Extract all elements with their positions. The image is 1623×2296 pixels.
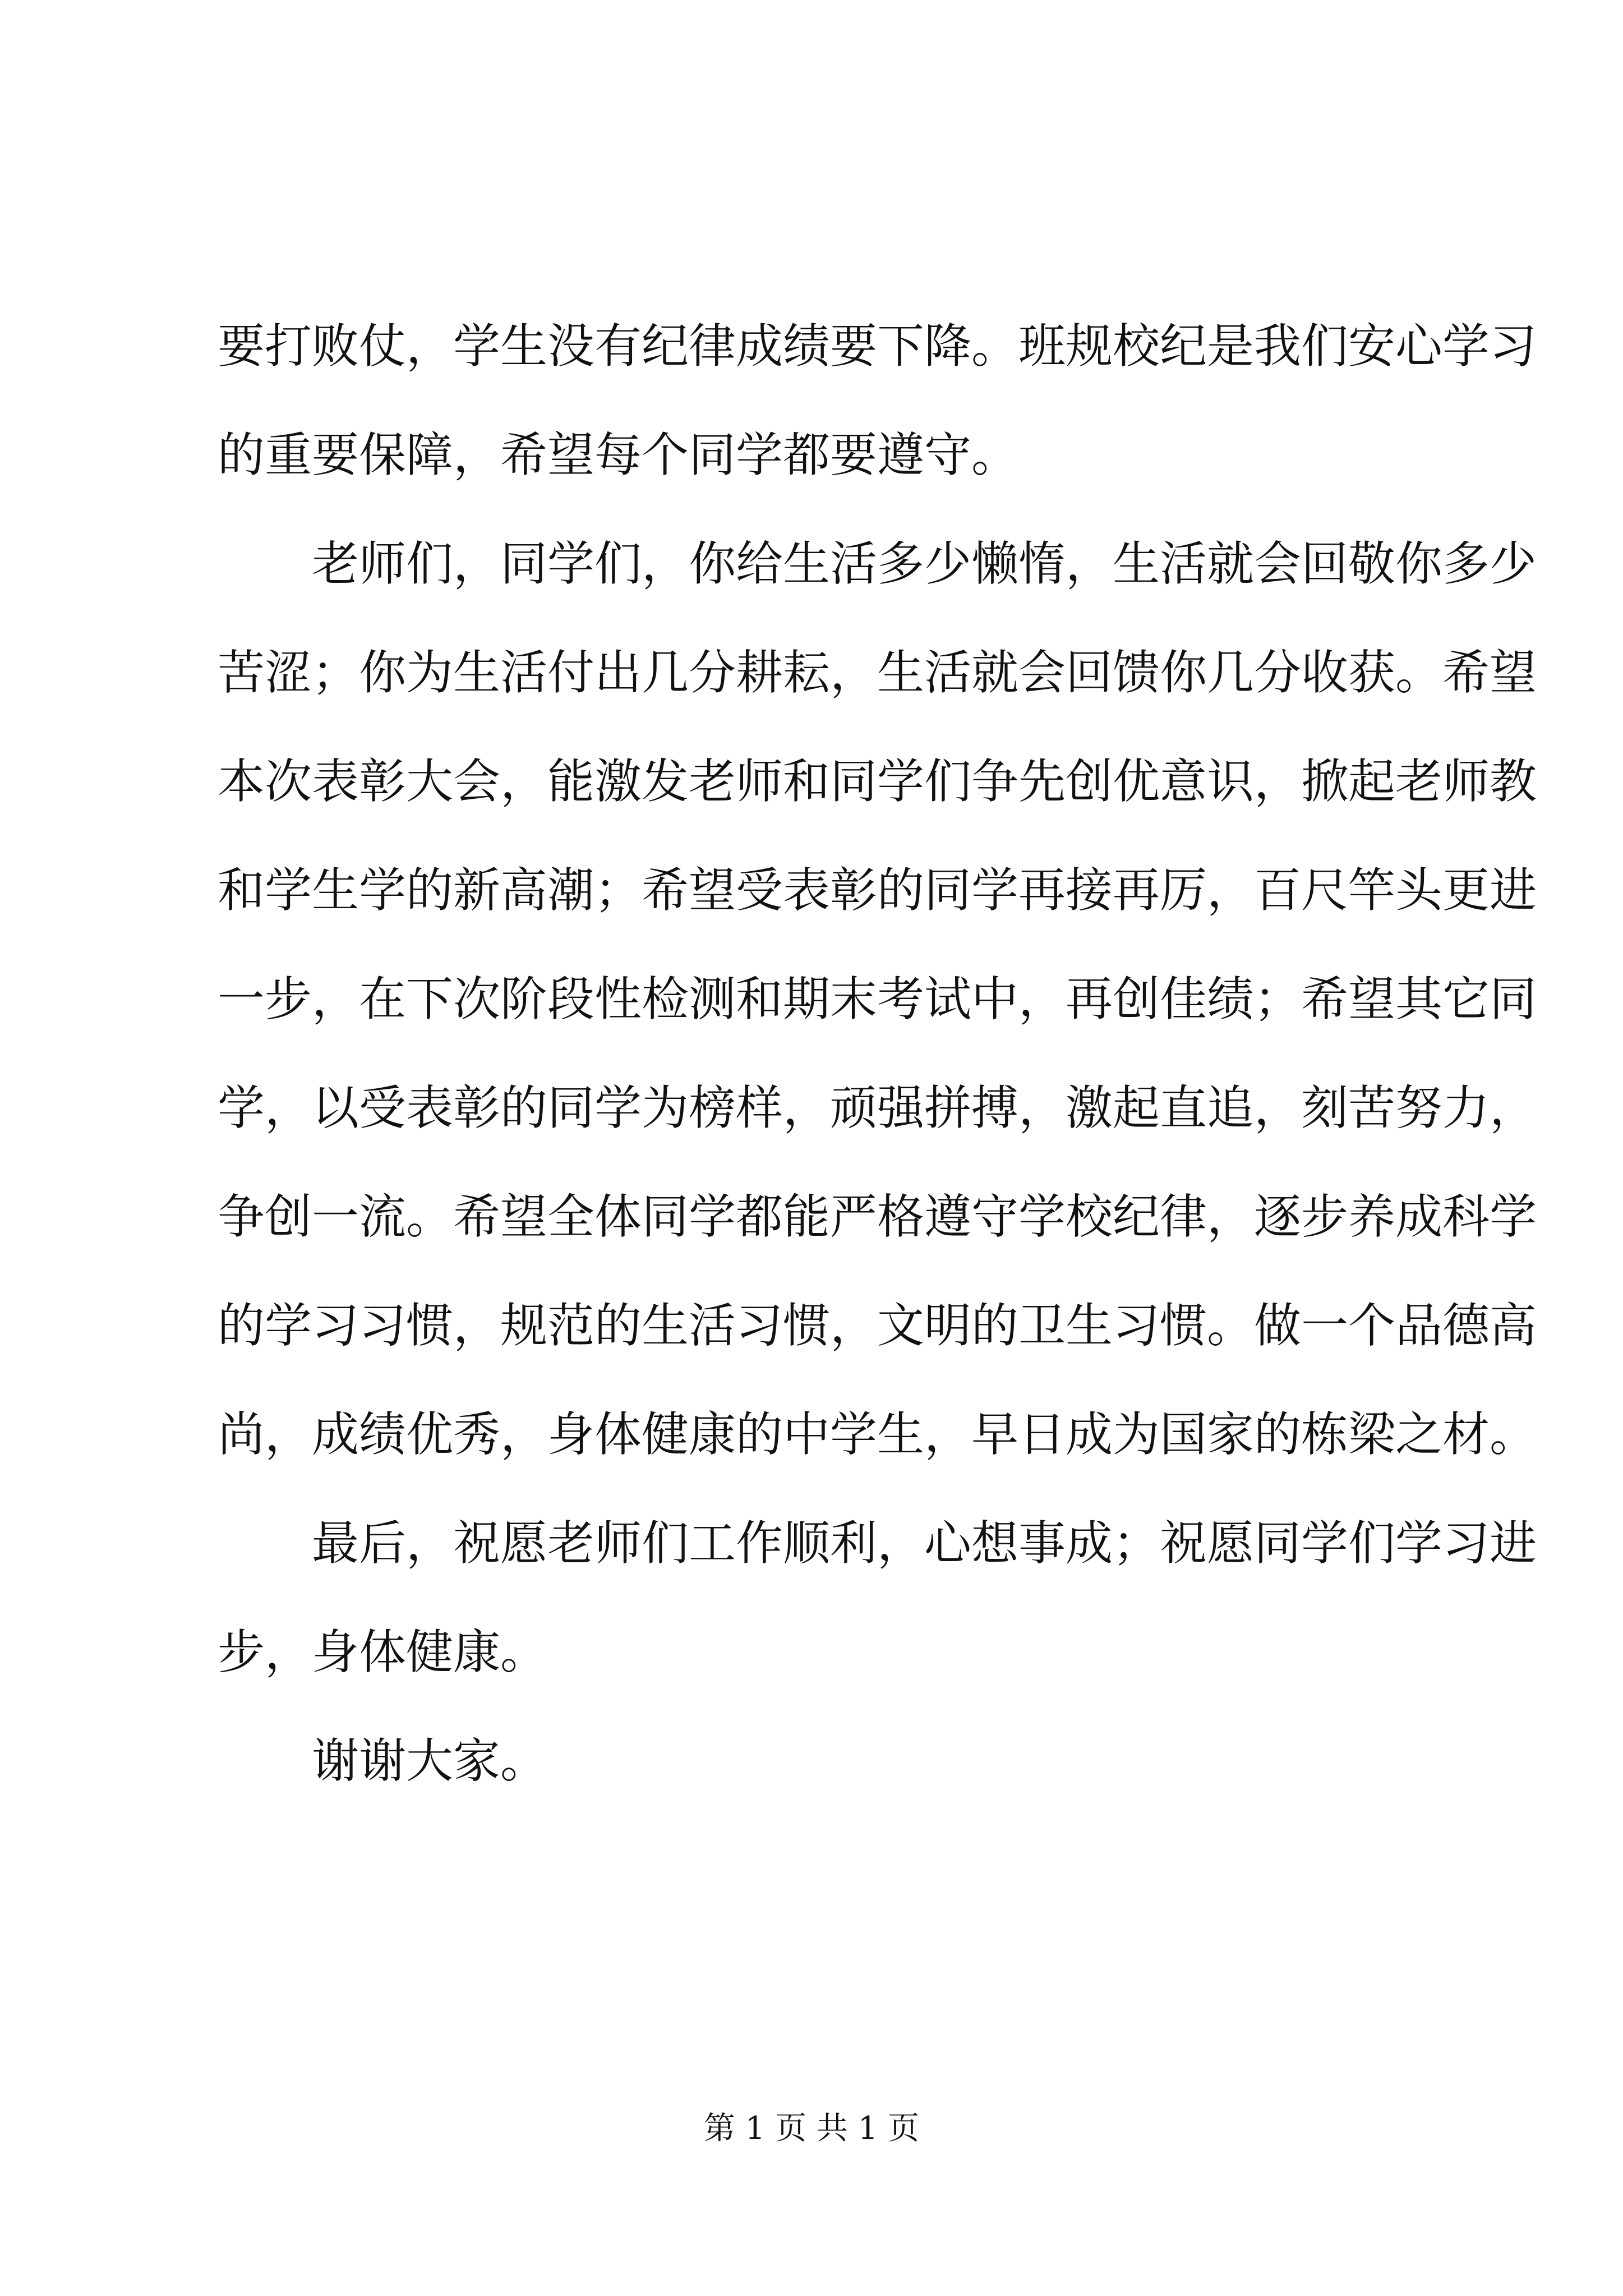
text-line: 本次表彰大会，能激发老师和同学们争先创优意识，掀起老师教: [218, 754, 1537, 809]
text-line: 苦涩；你为生活付出几分耕耘，生活就会回馈你几分收获。希望: [218, 645, 1537, 700]
text-line: 要打败仗，学生没有纪律成绩要下降。班规校纪是我们安心学习: [218, 319, 1537, 374]
text-line: 的重要保障，希望每个同学都要遵守。: [218, 427, 1019, 482]
text-line: 尚，成绩优秀，身体健康的中学生，早日成为国家的栋梁之材。: [218, 1407, 1537, 1462]
text-line: 争创一流。希望全体同学都能严格遵守学校纪律，逐步养成科学: [218, 1189, 1537, 1244]
text-line: 的学习习惯，规范的生活习惯，文明的卫生习惯。做一个品德高: [218, 1298, 1537, 1353]
page-number: 第 1 页 共 1 页: [703, 2110, 920, 2147]
text-line: 老师们，同学们，你给生活多少懒惰，生活就会回敬你多少: [312, 536, 1537, 591]
text-line: 最后，祝愿老师们工作顺利，心想事成；祝愿同学们学习进: [312, 1516, 1537, 1571]
text-line: 和学生学的新高潮；希望受表彰的同学再接再厉，百尺竿头更进: [218, 863, 1537, 918]
text-line: 谢谢大家。: [312, 1733, 548, 1788]
page-footer: [0, 2104, 1623, 2148]
body-text: [218, 292, 1537, 1815]
text-line: 步，身体健康。: [218, 1625, 548, 1680]
text-line: 一步，在下次阶段性检测和期末考试中，再创佳绩；希望其它同: [218, 972, 1537, 1027]
text-line: 学，以受表彰的同学为榜样，顽强拼搏，激起直追，刻苦努力，: [218, 1080, 1537, 1135]
